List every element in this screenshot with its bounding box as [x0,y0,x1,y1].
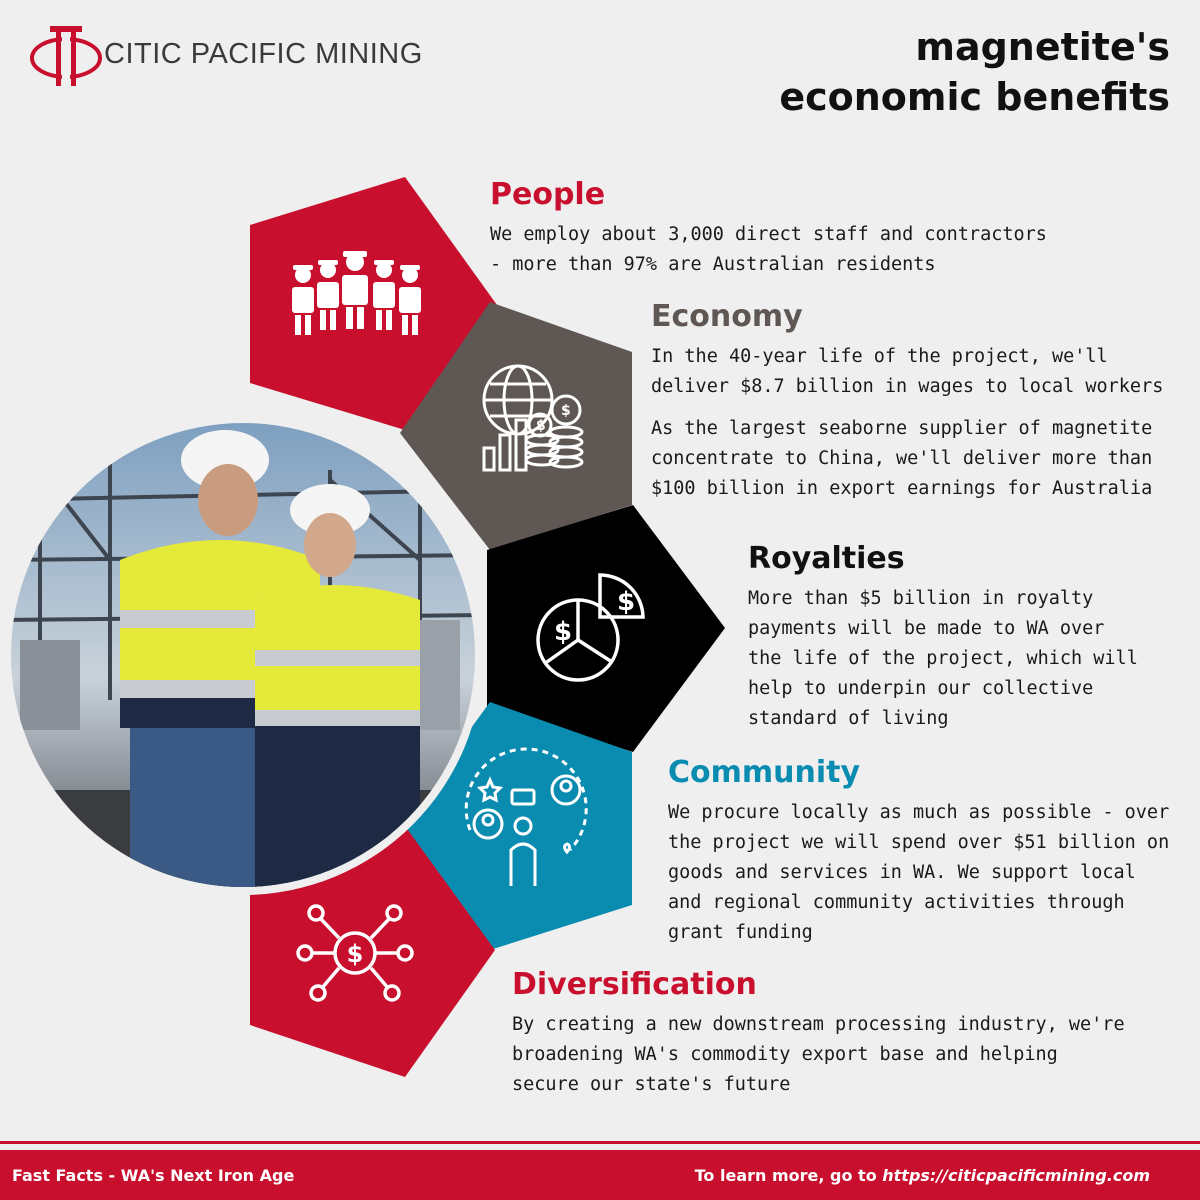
economy-body1-line-1: In the 40-year life of the project, we'll [651,346,1108,367]
community-heading: Community [668,755,861,790]
diversification-body-line-2: broadening WA's commodity export base and helping [512,1044,1058,1065]
diversification-body [512,1010,1162,1100]
royalties-body [748,584,1168,734]
people-heading: People [490,177,606,212]
economy-body-1 [651,342,1181,402]
people-section [490,176,1130,280]
economy-section [651,298,1181,504]
people-body-line-1: We employ about 3,000 direct staff and contractors [490,224,1047,245]
economy-body-2 [651,414,1181,504]
community-body-line-5: grant funding [668,922,813,943]
economy-body2-line-1: As the largest seaborne supplier of magnetite [651,418,1153,439]
royalties-body-line-2: payments will be made to WA over [748,618,1105,639]
royalties-body-line-3: the life of the project, which will [748,648,1138,669]
community-body-line-1: We procure locally as much as possible - over [668,802,1170,823]
royalties-body-line-4: help to underpin our collective [748,678,1094,699]
people-body-line-2: - more than 97% are Australian residents [490,254,936,275]
footer-divider [0,1141,1200,1144]
brand-name: CITIC PACIFIC MINING [104,38,423,70]
community-section [668,754,1188,948]
footer-tagline: Fast Facts - WA's Next Iron Age [12,1166,295,1185]
royalties-section [748,540,1168,734]
community-body [668,798,1188,948]
economy-body2-line-2: concentrate to China, we'll deliver more than [651,448,1153,469]
footer-bar [0,1150,1200,1200]
footer-cta-text: To learn more, go to [694,1166,883,1185]
svg-text:$: $ [536,418,546,434]
diversification-heading: Diversification [512,967,757,1002]
svg-text:$: $ [617,587,636,617]
royalties-body-line-5: standard of living [748,708,949,729]
community-body-line-3: goods and services in WA. We support local [668,862,1136,883]
economy-body2-line-3: $100 billion in export earnings for Australia [651,478,1153,499]
royalties-heading: Royalties [748,541,905,576]
economy-heading: Economy [651,299,803,334]
diversification-body-line-3: secure our state's future [512,1074,791,1095]
footer-website-link[interactable]: https://citicpacificmining.com [882,1166,1150,1185]
community-body-line-2: the project we will spend over $51 billion on [668,832,1170,853]
economy-body1-line-2: deliver $8.7 billion in wages to local workers [651,376,1164,397]
page-title-line-1: magnetite's [915,25,1170,69]
footer-cta [695,1166,1150,1185]
royalties-body-line-1: More than $5 billion in royalty [748,588,1094,609]
diversification-body-line-1: By creating a new downstream processing industry, we're [512,1014,1125,1035]
people-body [490,220,1130,280]
svg-text:$: $ [554,617,573,647]
svg-text:$: $ [561,403,571,419]
diversification-section [512,966,1162,1100]
page-title-line-2: economic benefits [779,75,1170,119]
community-body-line-4: and regional community activities through [668,892,1125,913]
diversification-dollar-sign: $ [346,940,364,968]
